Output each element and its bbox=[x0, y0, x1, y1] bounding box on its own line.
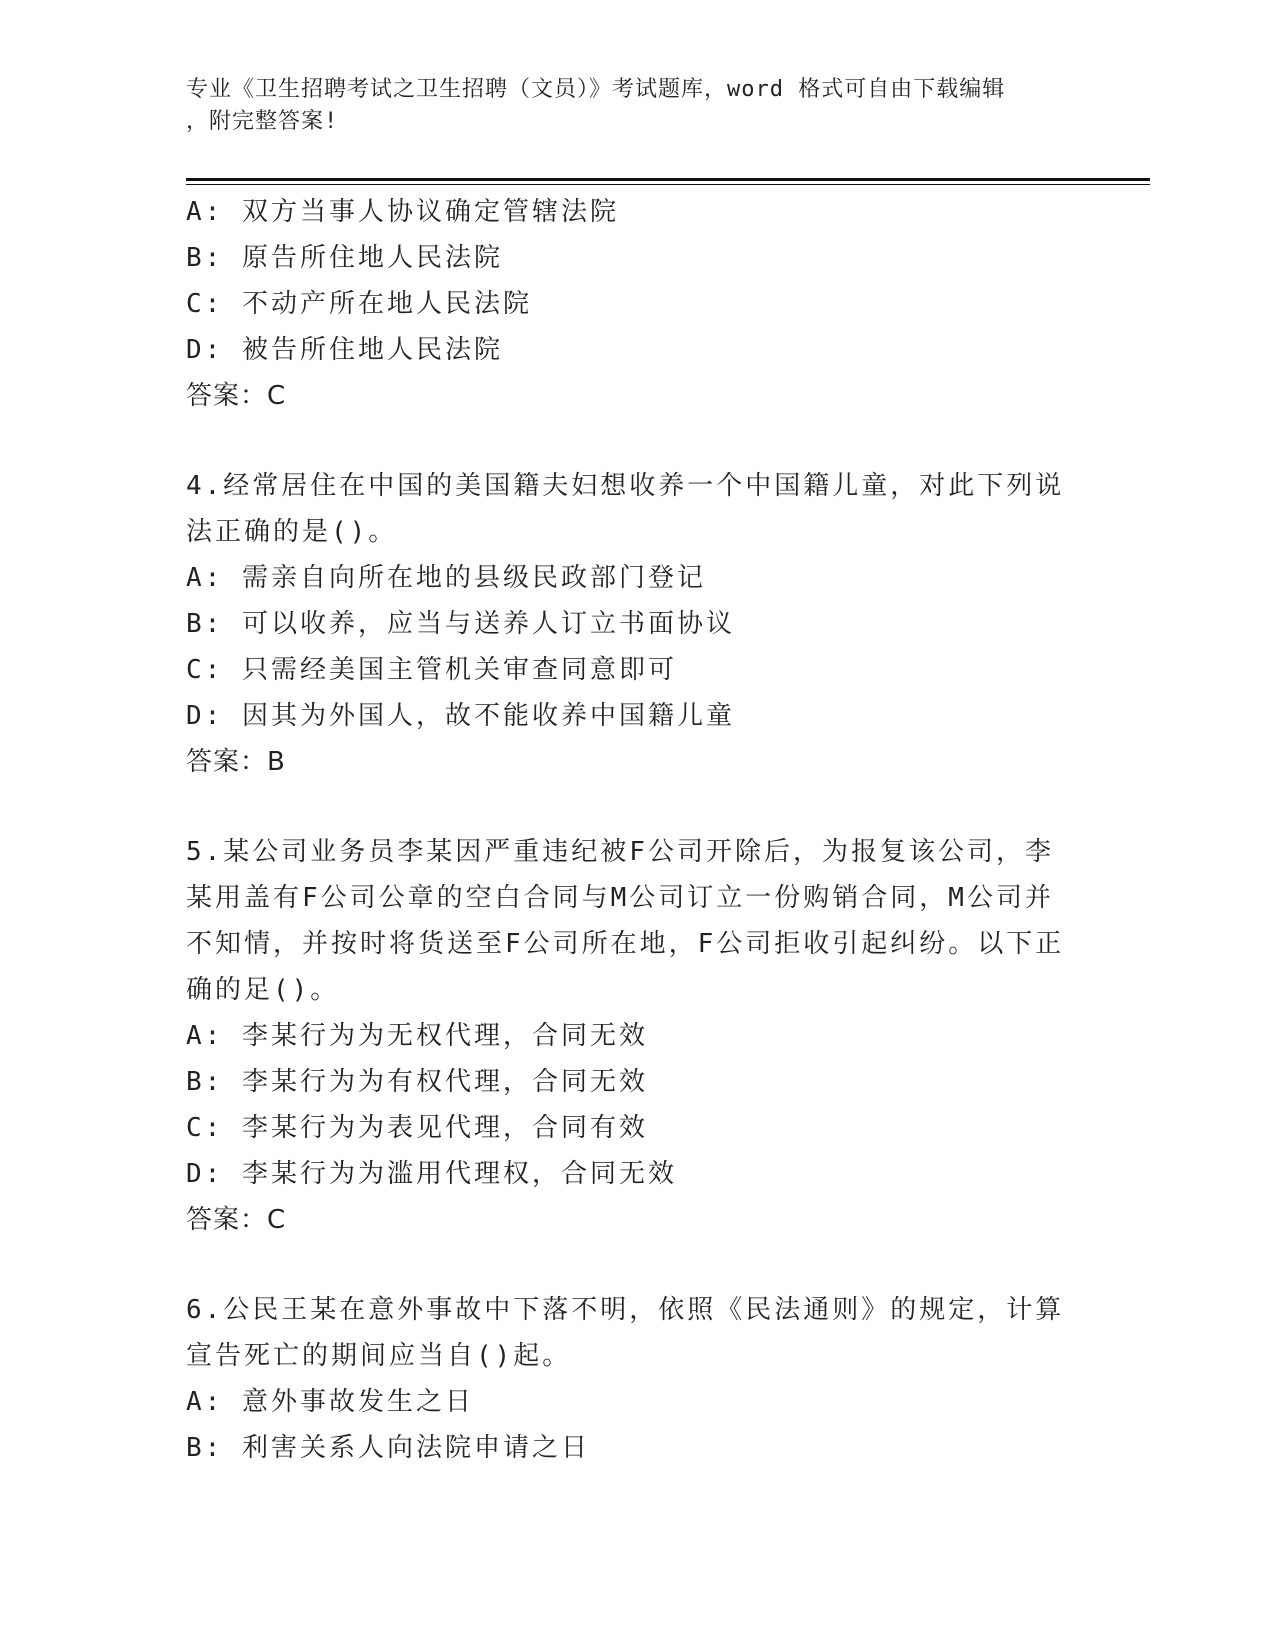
header-rule-thick bbox=[186, 178, 1150, 181]
question-stem-line: 某用盖有F公司公章的空白合同与M公司订立一份购销合同，M公司并 bbox=[186, 883, 1054, 913]
question-6 bbox=[186, 1287, 1086, 1471]
question-stem-line: 确的足()。 bbox=[186, 975, 340, 1005]
option-a: A: 需亲自向所在地的县级民政部门登记 bbox=[186, 563, 706, 593]
question-stem-line: 4.经常居住在中国的美国籍夫妇想收养一个中国籍儿童，对此下列说 bbox=[186, 471, 1065, 501]
question-stem-line: 6.公民王某在意外事故中下落不明，依照《民法通则》的规定，计算 bbox=[186, 1295, 1065, 1325]
option-c: C: 只需经美国主管机关审查同意即可 bbox=[186, 655, 677, 685]
question-5 bbox=[186, 829, 1086, 1243]
header-rule-thin bbox=[186, 184, 1150, 185]
option-d: D: 李某行为为滥用代理权，合同无效 bbox=[186, 1159, 677, 1189]
question-stem-line: 宣告死亡的期间应当自()起。 bbox=[186, 1341, 572, 1371]
option-b: B: 利害关系人向法院申请之日 bbox=[186, 1433, 590, 1463]
option-b: B: 原告所住地人民法院 bbox=[186, 243, 503, 273]
option-d: D: 被告所住地人民法院 bbox=[186, 335, 503, 365]
option-c: C: 不动产所在地人民法院 bbox=[186, 289, 532, 319]
option-a: A: 意外事故发生之日 bbox=[186, 1387, 474, 1417]
document-header bbox=[186, 74, 1066, 138]
spacer bbox=[186, 785, 1086, 829]
option-a: A: 双方当事人协议确定管辖法院 bbox=[186, 197, 619, 227]
question-3 bbox=[186, 189, 1086, 419]
question-stem-line: 5.某公司业务员李某因严重违纪被F公司开除后，为报复该公司，李 bbox=[186, 837, 1054, 867]
question-stem-line: 不知情，并按时将货送至F公司所在地，F公司拒收引起纠纷。以下正 bbox=[186, 929, 1065, 959]
question-4 bbox=[186, 463, 1086, 785]
answer: 答案：C bbox=[186, 381, 287, 411]
question-list bbox=[186, 189, 1086, 1471]
question-stem-line: 法正确的是()。 bbox=[186, 517, 398, 547]
option-d: D: 因其为外国人，故不能收养中国籍儿童 bbox=[186, 701, 735, 731]
answer: 答案：C bbox=[186, 1205, 287, 1235]
option-b: B: 李某行为为有权代理，合同无效 bbox=[186, 1067, 648, 1097]
option-b: B: 可以收养，应当与送养人订立书面协议 bbox=[186, 609, 735, 639]
spacer bbox=[186, 419, 1086, 463]
spacer bbox=[186, 1243, 1086, 1287]
header-line-1: 专业《卫生招聘考试之卫生招聘（文员）》考试题库，word 格式可自由下载编辑 bbox=[186, 77, 1006, 102]
answer: 答案：B bbox=[186, 747, 286, 777]
option-c: C: 李某行为为表见代理，合同有效 bbox=[186, 1113, 648, 1143]
header-line-2: ，附完整答案! bbox=[186, 109, 339, 134]
option-a: A: 李某行为为无权代理，合同无效 bbox=[186, 1021, 648, 1051]
